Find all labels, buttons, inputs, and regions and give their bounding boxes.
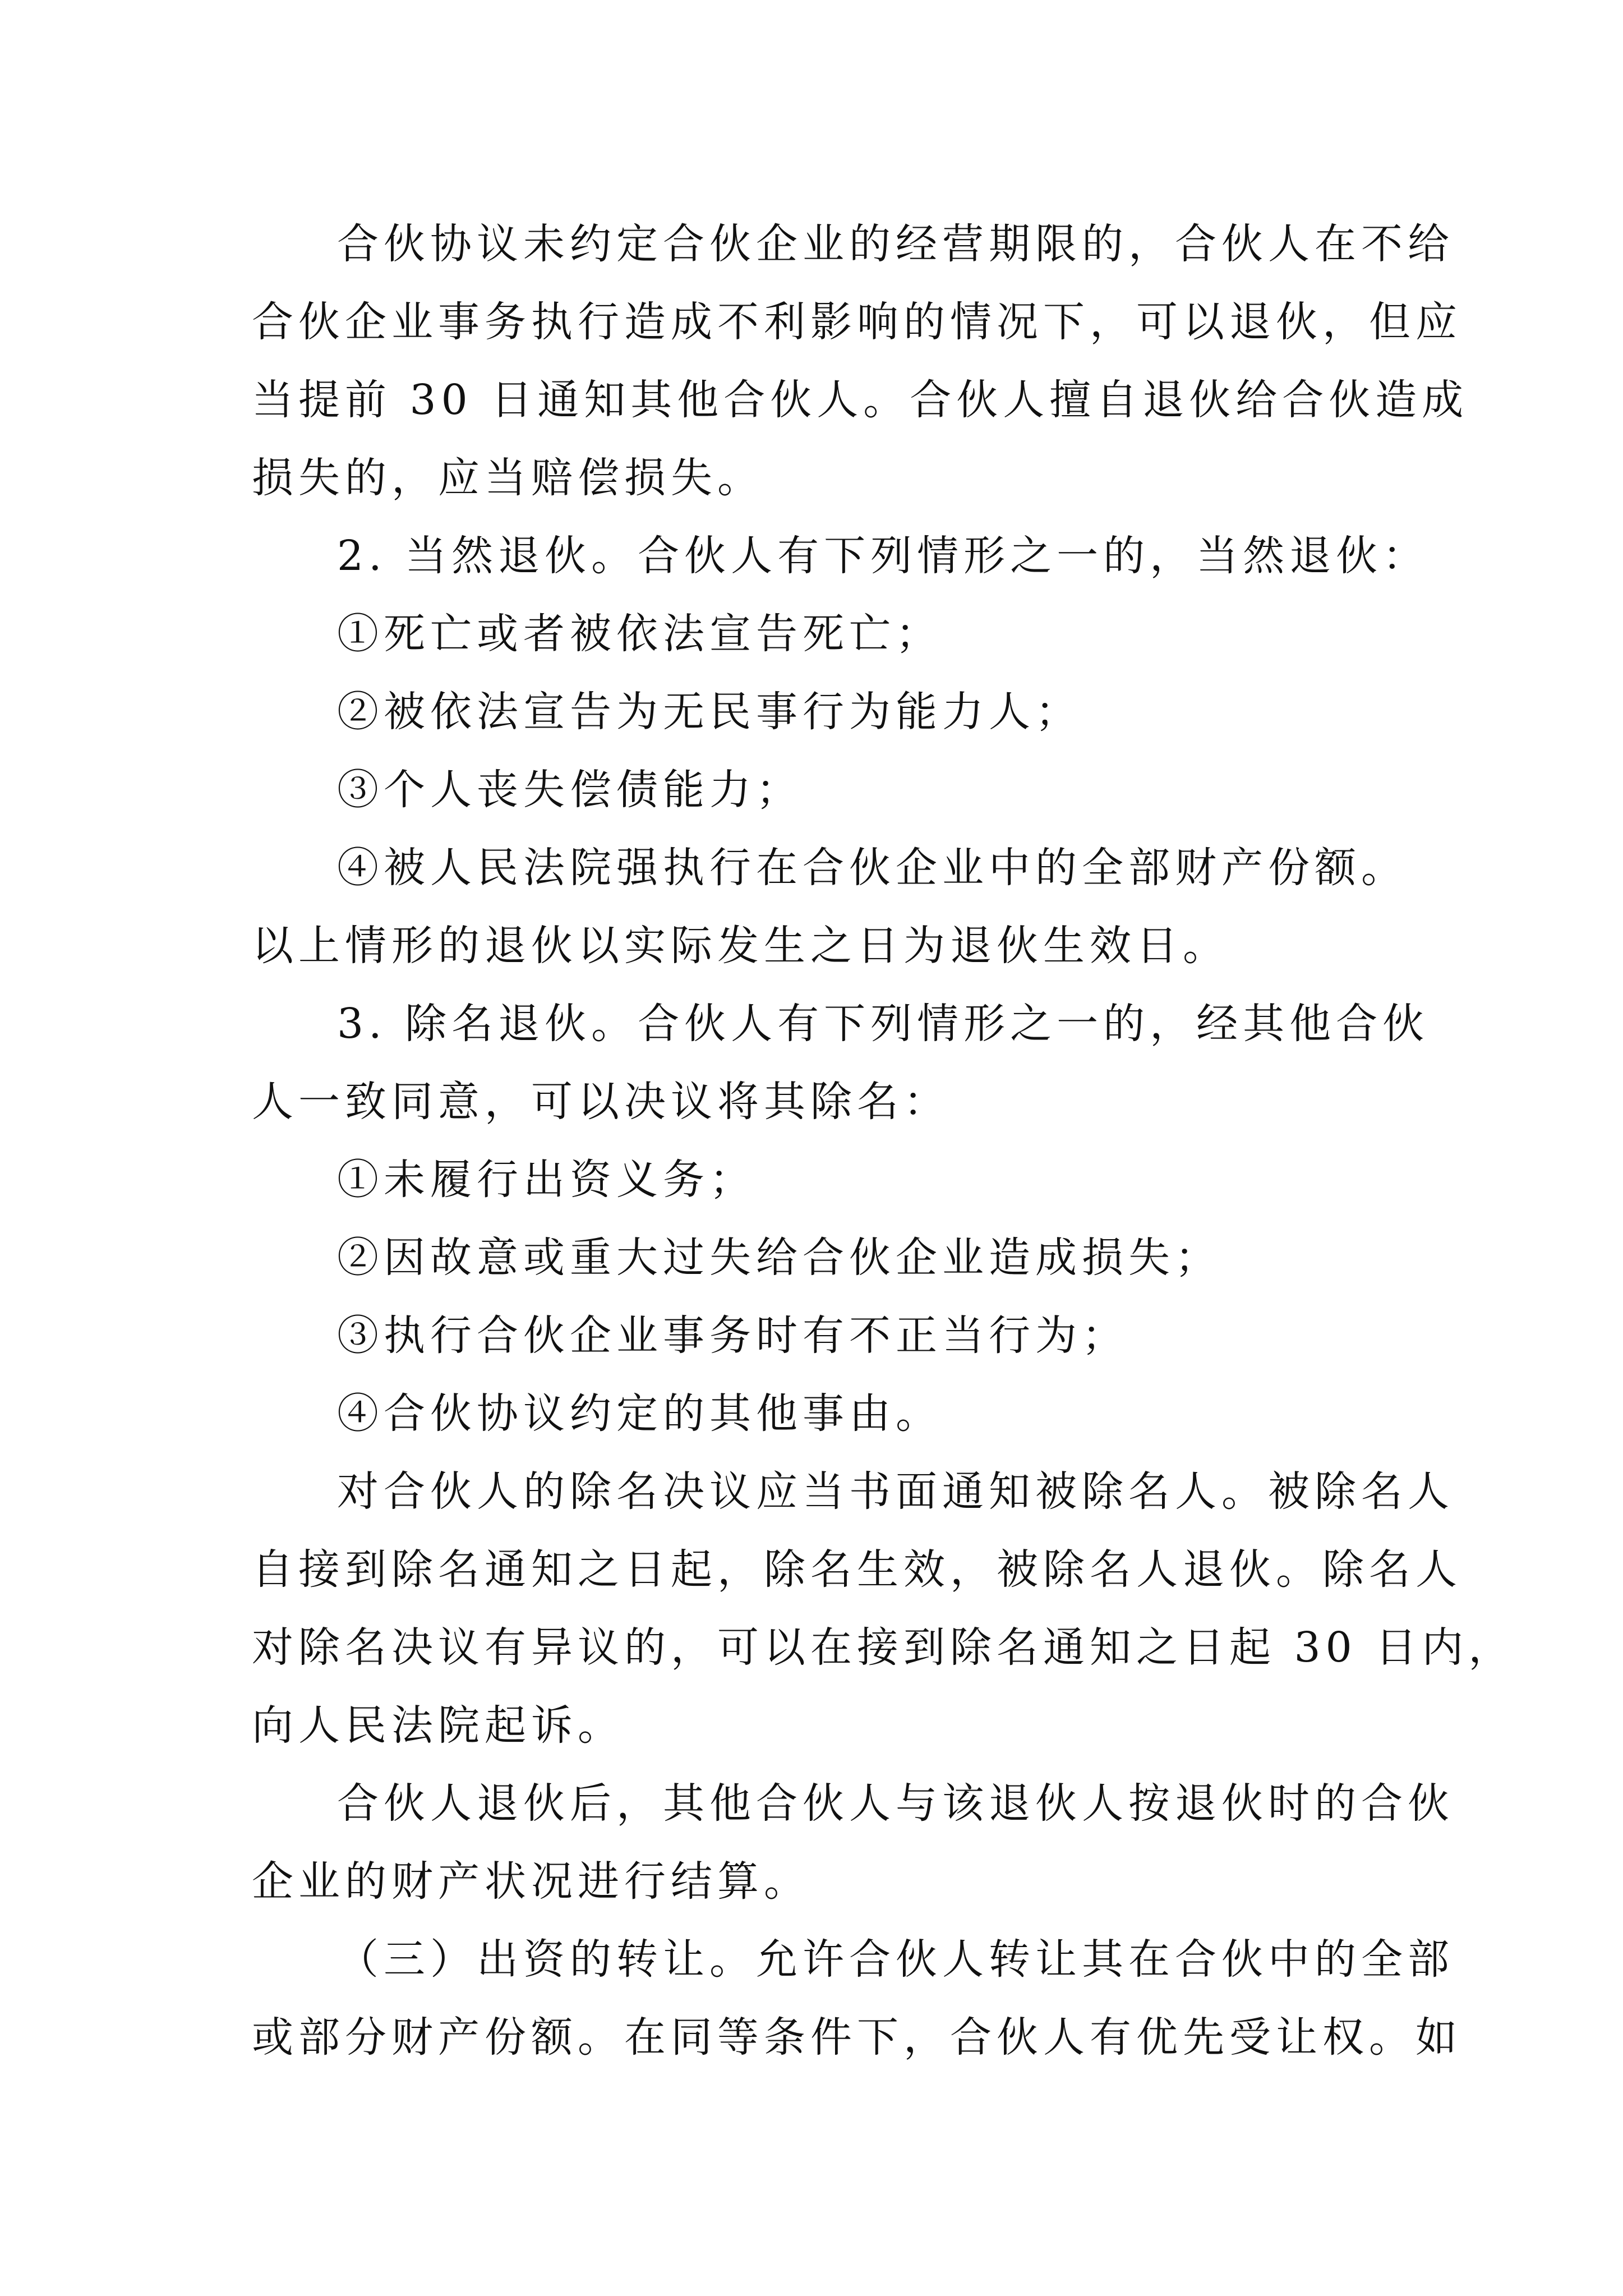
text-line: 合伙协议未约定合伙企业的经营期限的，合伙人在不给 [337,220,1454,268]
text-line: ③执行合伙企业事务时有不正当行为； [337,1312,1128,1360]
text-line: 企业的财产状况进行结算。 [252,1857,810,1906]
text-line: ③个人丧失偿债能力； [337,766,803,814]
text-line: ④被人民法院强执行在合伙企业中的全部财产份额。 [337,844,1408,892]
text-line: 以上情形的退伙以实际发生之日为退伙生效日。 [252,922,1229,970]
text-line: ①未履行出资义务； [337,1156,756,1204]
document-body [252,216,1515,2087]
text-line: 向人民法院起诉。 [252,1701,624,1750]
text-line: ②被依法宣告为无民事行为能力人； [337,688,1082,736]
text-line: 对合伙人的除名决议应当书面通知被除名人。被除名人 [337,1467,1454,1516]
text-line: （三）出资的转让。允许合伙人转让其在合伙中的全部 [337,1935,1454,1984]
text-line: 对除名决议有异议的，可以在接到除名通知之日起 30 日内， [252,1623,1515,1672]
text-line: 当提前 30 日通知其他合伙人。合伙人擅自退伙给合伙造成 [252,376,1469,424]
text-line: 3. 除名退伙。合伙人有下列情形之一的，经其他合伙 [337,1000,1430,1048]
text-line: 2. 当然退伙。合伙人有下列情形之一的，当然退伙： [337,532,1430,580]
text-line: 损失的，应当赔偿损失。 [252,454,764,502]
text-line: ④合伙协议约定的其他事由。 [337,1389,942,1438]
text-line: 人一致同意，可以决议将其除名： [252,1078,950,1126]
text-line: 自接到除名通知之日起，除名生效，被除名人退伙。除名人 [252,1545,1462,1594]
text-line: ①死亡或者被依法宣告死亡； [337,610,942,658]
text-line: 或部分财产份额。在同等条件下，合伙人有优先受让权。如 [252,2013,1462,2062]
text-line: 合伙人退伙后，其他合伙人与该退伙人按退伙时的合伙 [337,1779,1454,1828]
text-line: 合伙企业事务执行造成不利影响的情况下，可以退伙，但应 [252,298,1462,346]
text-line: ②因故意或重大过失给合伙企业造成损失； [337,1234,1221,1282]
